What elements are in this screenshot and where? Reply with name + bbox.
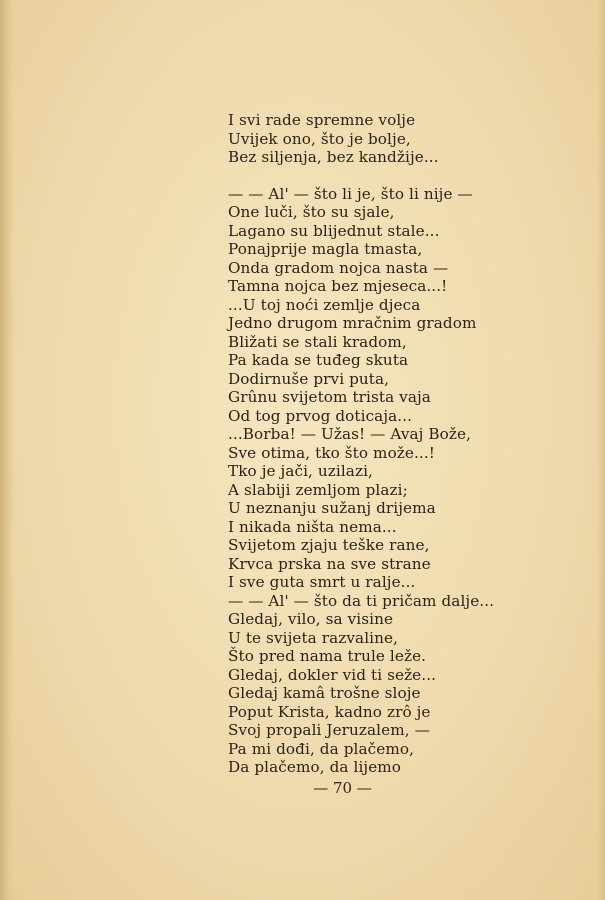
poem-line: U te svijeta razvaline, xyxy=(228,628,399,647)
poem-line: Tamna nojca bez mjeseca...! xyxy=(228,277,448,295)
poem-text xyxy=(228,111,494,777)
poem-line: Od tog prvog doticaja... xyxy=(228,406,413,425)
poem-line: Onda gradom nojca nasta — xyxy=(228,258,449,277)
poem-line: ...U toj noći zemlje djeca xyxy=(228,295,421,314)
poem-line: — — Al' — što da ti pričam dalje... xyxy=(228,591,495,610)
poem-line: Krvca prska na sve strane xyxy=(228,554,431,573)
poem-line: — — Al' — što li je, što li nije — xyxy=(228,184,473,203)
poem-line: Gledaj, dokler vid ti seže... xyxy=(228,665,437,684)
poem-line: Grûnu svijetom trista vaja xyxy=(228,388,431,406)
poem-line: Pa kada se tuđeg skuta xyxy=(228,351,409,369)
poem-line: Bez siljenja, bez kandžije... xyxy=(228,148,439,166)
poem-line: A slabiji zemljom plazi; xyxy=(228,480,408,499)
poem-line: U neznanju sužanj drijema xyxy=(228,499,436,517)
poem-line: Lagano su blijednut stale... xyxy=(228,221,440,240)
page-number: — 70 — xyxy=(313,779,372,797)
poem-line: Uvijek ono, što je bolje, xyxy=(228,129,411,148)
poem-line: Svijetom zjaju teške rane, xyxy=(228,536,430,554)
stanza-2 xyxy=(228,185,494,777)
stanza-gap xyxy=(228,167,494,185)
poem-line: Pa mi dođi, da plačemo, xyxy=(228,739,415,758)
poem-line: Da plačemo, da lijemo xyxy=(228,758,402,776)
poem-line: One luči, što su sjale, xyxy=(228,203,395,221)
stanza-1 xyxy=(228,111,494,167)
poem-line: Gledaj kamâ trošne sloje xyxy=(228,684,421,702)
poem-line: Jedno drugom mračnim gradom xyxy=(228,314,477,332)
poem-line: I nikada ništa nema... xyxy=(228,517,397,536)
poem-line: I svi rade spremne volje xyxy=(228,111,416,129)
poem-line: Bližati se stali kradom, xyxy=(228,332,407,351)
poem-line: Gledaj, vilo, sa visine xyxy=(228,610,394,628)
poem-line: ...Borba! — Užas! — Avaj Bože, xyxy=(228,425,472,443)
poem-line: Dodirnuše prvi puta, xyxy=(228,369,390,388)
poem-line: Sve otima, tko što može...! xyxy=(228,443,435,462)
poem-line: Svoj propali Jeruzalem, — xyxy=(228,721,430,739)
poem-line: Ponajprije magla tmasta, xyxy=(228,240,423,258)
poem-line: I sve guta smrt u ralje... xyxy=(228,573,416,591)
poem-line: Što pred nama trule leže. xyxy=(228,647,427,665)
poem-line: Poput Krista, kadno zrô je xyxy=(228,702,431,721)
poem-line: Tko je jači, uzilazi, xyxy=(228,462,373,480)
